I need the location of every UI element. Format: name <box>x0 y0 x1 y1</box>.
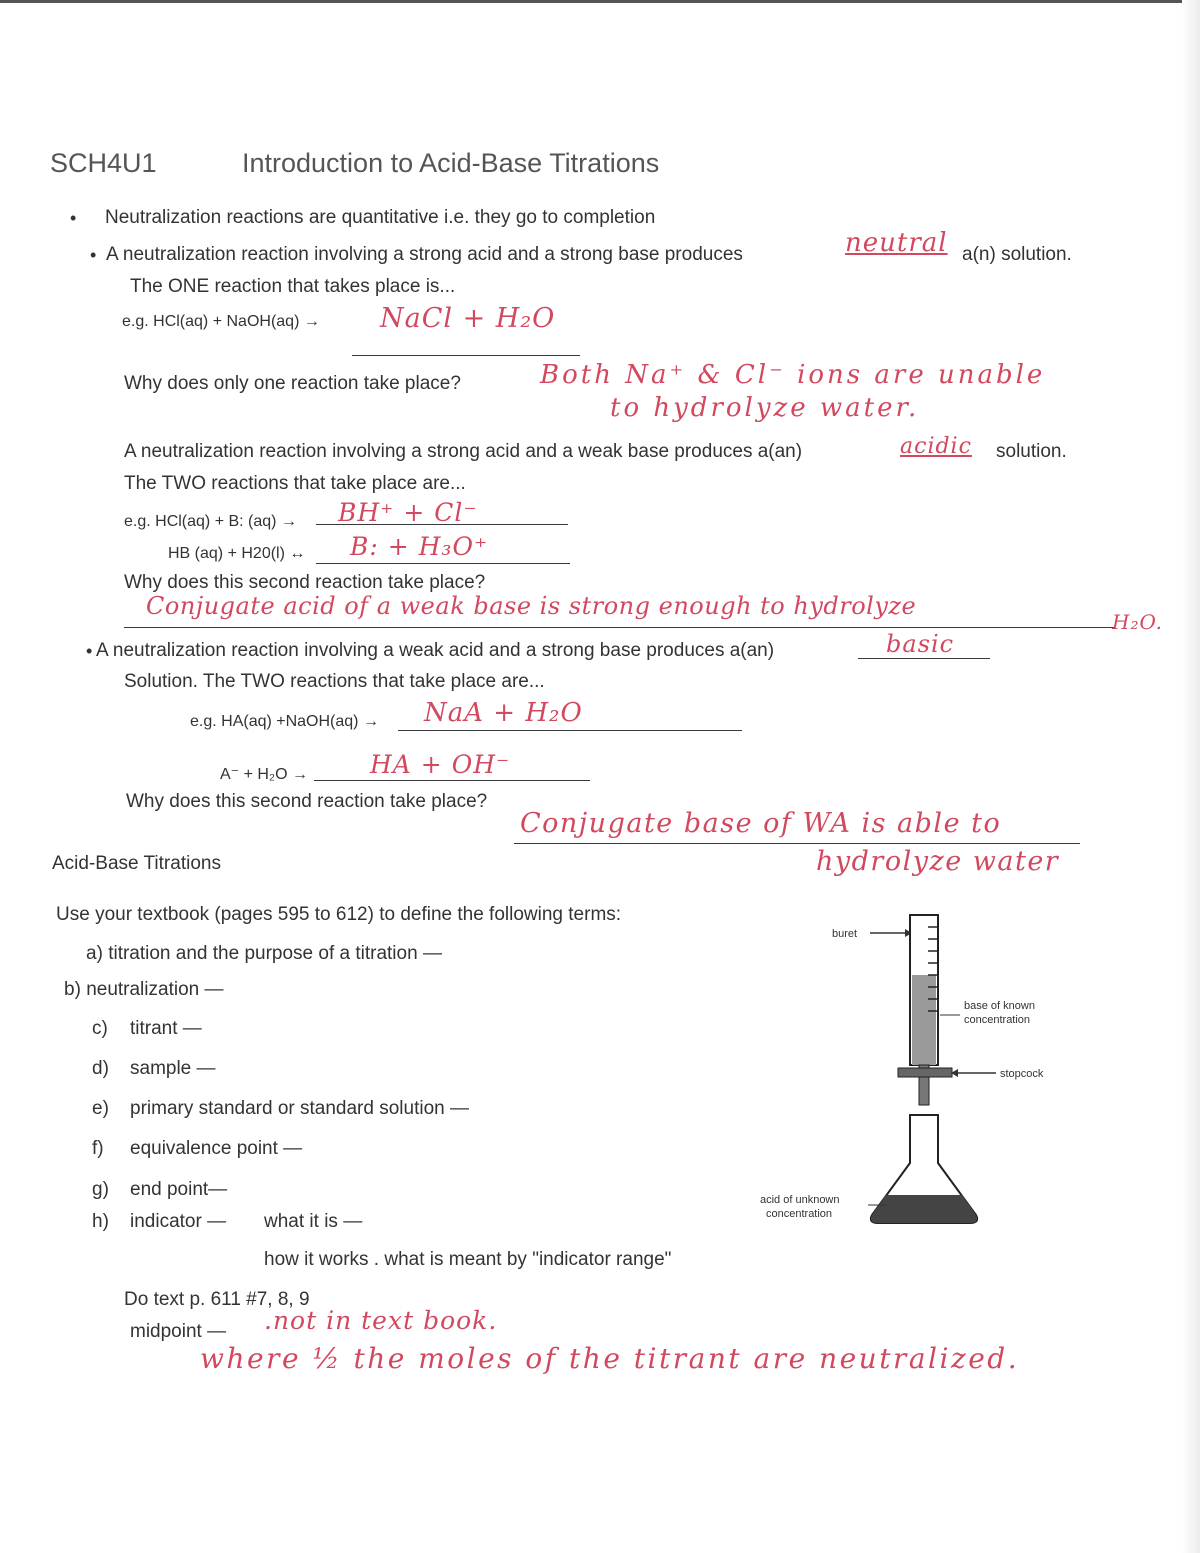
answer-bh-cl: BH⁺ + Cl⁻ <box>338 498 478 527</box>
term-letter: g) <box>92 1179 109 1200</box>
midpoint-label: midpoint — <box>130 1321 227 1342</box>
term-b <box>64 979 223 1001</box>
answer-conjugate-base: Conjugate base of WA is able to <box>520 808 1002 839</box>
answer-hydrolyze-water: to hydrolyze water. <box>610 393 920 423</box>
buret-label: buret <box>832 928 858 940</box>
answer-conjugate-acid: Conjugate acid of a weak base is strong enough to hydrolyze <box>146 592 917 620</box>
base-label-1: base of known <box>964 1000 1035 1012</box>
weak-strong-reactions-intro: Solution. The TWO reactions that take place are... <box>124 671 545 692</box>
bullet-dot: • <box>86 641 93 661</box>
strong-strong-statement: A neutralization reaction involving a strong acid and a strong base produces <box>106 244 743 265</box>
stopcock-label: stopcock <box>1000 1068 1044 1080</box>
answer-ha-oh: HA + OH⁻ <box>370 750 511 779</box>
term-label: indicator — <box>130 1211 227 1232</box>
textbook-instruction: Use your textbook (pages 595 to 612) to define the following terms: <box>56 904 622 925</box>
answer-b-h3o: B: + H₃O⁺ <box>350 532 489 561</box>
homework-note: Do text p. 611 #7, 8, 9 <box>124 1289 310 1310</box>
example-ha-naoh: e.g. HA(aq) +NaOH(aq) → <box>190 713 379 730</box>
strong-weak-statement-end: solution. <box>996 441 1067 462</box>
answer-line <box>314 780 590 781</box>
bullet-dot: • <box>90 245 97 265</box>
term-letter: c) <box>92 1018 108 1039</box>
term-label: titration and the purpose of a titration — <box>108 943 442 964</box>
acid-label-1: acid of unknown <box>760 1194 840 1206</box>
answer-line <box>316 524 568 525</box>
term-letter: h) <box>92 1211 109 1232</box>
term-label: sample — <box>130 1058 216 1079</box>
answer-line <box>352 355 580 356</box>
indicator-how-it-works: how it works . what is meant by "indicator range" <box>264 1249 672 1270</box>
term-e <box>92 1098 469 1120</box>
example-hcl-naoh: e.g. HCl(aq) + NaOH(aq) → <box>122 313 320 330</box>
term-c <box>92 1018 202 1040</box>
answer-nacl-h2o: NaCl + H₂O <box>380 303 556 334</box>
example-hb-h2o: HB (aq) + H20(l) ↔ <box>168 545 306 562</box>
one-reaction-intro: The ONE reaction that takes place is... <box>130 276 456 297</box>
base-label-2: concentration <box>964 1014 1031 1026</box>
answer-acidic: acidic <box>900 434 972 459</box>
term-h <box>92 1211 226 1233</box>
answer-naa-h2o: NaA + H₂O <box>424 698 583 728</box>
answer-hydrolyze-water-2: hydrolyze water <box>816 846 1060 877</box>
term-f <box>92 1138 302 1160</box>
answer-neutral: neutral <box>845 228 948 258</box>
term-letter: b) <box>64 979 81 1000</box>
example-a-h2o: A⁻ + H₂O → <box>220 766 309 783</box>
question-second-reaction-2: Why does this second reaction take place? <box>126 791 488 812</box>
answer-line <box>858 658 990 659</box>
term-label: end point— <box>130 1179 228 1200</box>
term-d <box>92 1058 216 1080</box>
flask-liquid <box>871 1195 977 1223</box>
answer-line <box>316 563 570 564</box>
course-code: SCH4U1 <box>50 148 157 178</box>
page-title: Introduction to Acid-Base Titrations <box>242 148 660 178</box>
acid-label-2: concentration <box>766 1208 833 1220</box>
term-letter: d) <box>92 1058 109 1079</box>
question-second-reaction: Why does this second reaction take place? <box>124 572 486 593</box>
weak-strong-statement: A neutralization reaction involving a weak acid and a strong base produces a(an) <box>96 640 775 661</box>
term-label: equivalence point — <box>130 1138 303 1159</box>
strong-weak-statement: A neutralization reaction involving a strong acid and a weak base produces a(an) <box>124 441 803 462</box>
midpoint-answer: where ½ the moles of the titrant are neutralized. <box>200 1342 1020 1375</box>
answer-ions-unable: Both Na⁺ & Cl⁻ ions are unable <box>540 360 1046 390</box>
term-g <box>92 1179 227 1201</box>
section-heading-titrations: Acid-Base Titrations <box>52 853 221 874</box>
answer-basic: basic <box>886 630 955 658</box>
answer-line <box>514 843 1080 844</box>
term-label: primary standard or standard solution — <box>130 1098 469 1119</box>
scan-top-border <box>0 0 1200 3</box>
answer-h2o: H₂O. <box>1112 610 1164 634</box>
midpoint-note: .not in text book. <box>264 1306 498 1335</box>
scan-right-shadow <box>1182 0 1200 1553</box>
strong-strong-statement-end: a(n) solution. <box>962 244 1072 265</box>
answer-line <box>124 627 1114 628</box>
question-one-reaction: Why does only one reaction take place? <box>124 373 461 394</box>
indicator-what-it-is: what it is — <box>264 1211 363 1232</box>
example-hcl-b: e.g. HCl(aq) + B: (aq) → <box>124 513 297 530</box>
two-reactions-intro: The TWO reactions that take place are... <box>124 473 466 494</box>
term-a <box>86 943 442 965</box>
term-letter: f) <box>92 1138 104 1159</box>
term-label: neutralization — <box>86 979 224 1000</box>
term-letter: e) <box>92 1098 109 1119</box>
bullet-dot: • <box>70 208 77 228</box>
term-label: titrant — <box>130 1018 202 1039</box>
answer-line <box>398 730 742 731</box>
titration-apparatus-diagram <box>760 905 1080 1235</box>
term-letter: a) <box>86 943 103 964</box>
stopcock <box>898 1068 952 1077</box>
neutralization-statement: Neutralization reactions are quantitative i.e. they go to completion <box>105 207 656 228</box>
buret-liquid <box>912 975 936 1065</box>
